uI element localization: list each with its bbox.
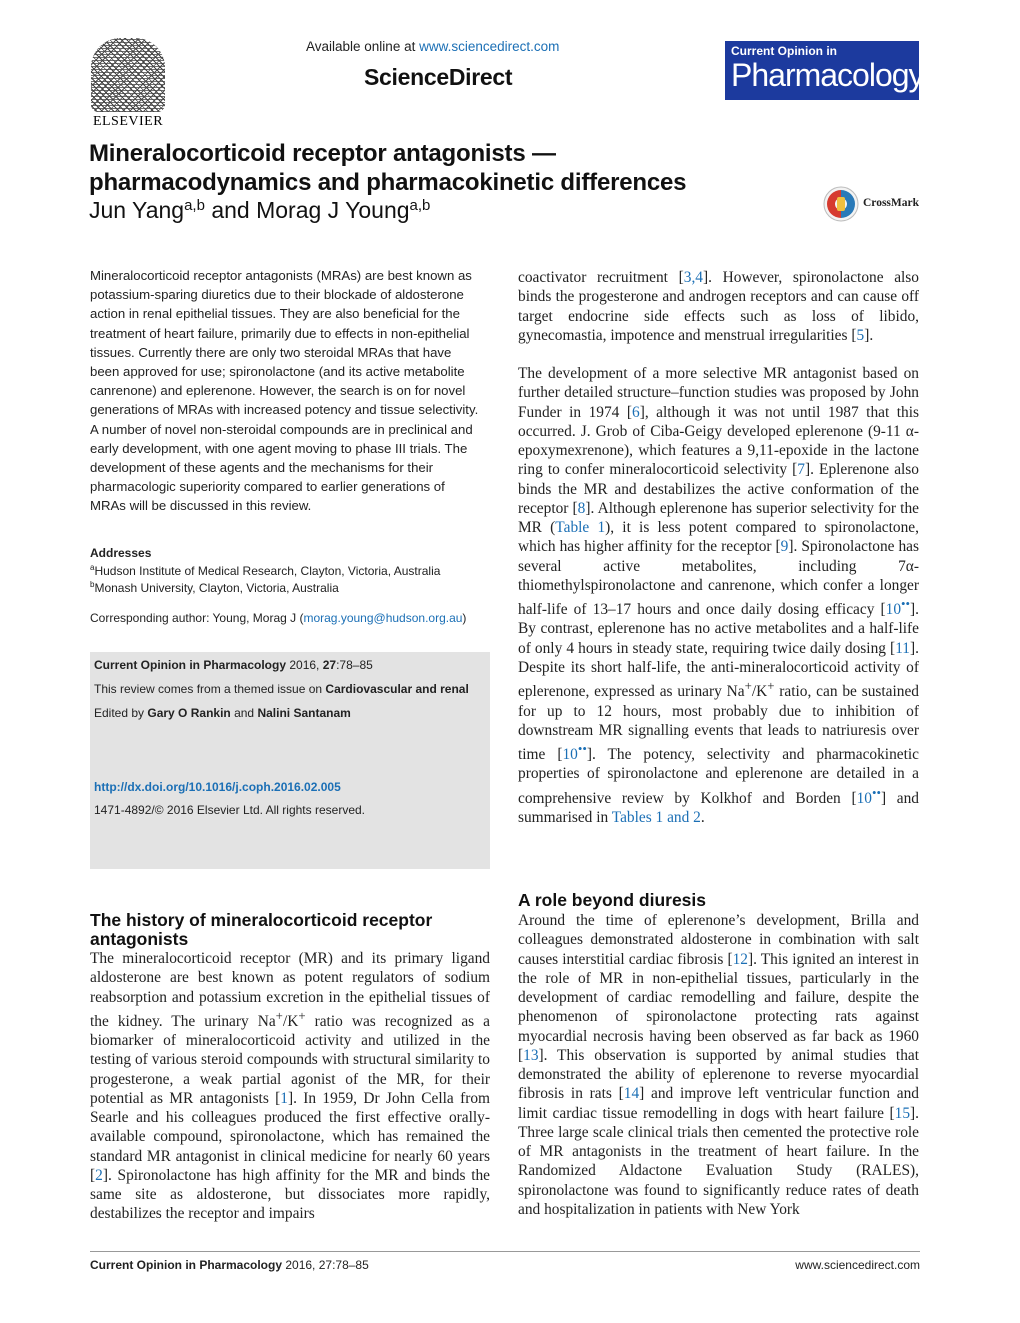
- sciencedirect-brand: ScienceDirect: [364, 64, 513, 90]
- body-text-right: [518, 268, 919, 846]
- addresses-heading: Addresses: [90, 546, 152, 560]
- elsevier-tree-icon: [91, 38, 165, 112]
- address-b: $^b$Monash University, Clayton, Victoria, Australia: [90, 580, 339, 595]
- author-name: Morag J Young: [256, 197, 410, 223]
- section-heading-role: A role beyond diuresis: [518, 890, 707, 910]
- publisher-name: ELSEVIER: [92, 114, 164, 129]
- themed-issue: This review comes from a themed issue on Cardiovascular and renal: [94, 682, 469, 696]
- crossmark-badge[interactable]: [823, 186, 923, 222]
- sciencedirect-link[interactable]: www.sciencedirect.com: [419, 39, 560, 54]
- body-text-left: The mineralocorticoid receptor (MR) and its primary ligand aldosterone are best known as potent regulators of sodium reabsorption and potassium excretion in the epithelial tissues of the kidney. The urinary Na+/K+ ratio was recognized as a biomarker of mineralocorticoid activity and utilized in the testing of various steroid compounds with structural similarity to progesterone, a weak partial agonist of the MR, for their potential as MR antagonists [1]. In 1959, Dr John Cella from Searle and his colleagues produced the first effective orally-available compound, spironolactone, which has remained the standard MR antagonist in clinical medicine for nearly 60 years [2]. Spironolactone has high affinity for the MR and binds the same site as aldosterone, but dissociates more rapidly, destabilizes the receptor and impairs: [90, 950, 490, 1223]
- editors: Edited by Gary O Rankin and Nalini Santanam: [94, 706, 351, 720]
- crossmark-label: CrossMark: [863, 197, 920, 209]
- crossmark-icon: [823, 186, 859, 222]
- paragraph: The development of a more selective MR antagonist based on further detailed structure–function studies was proposed by John Funder in 1974 [6], although it was not until 1987 that this occurred. J. Grob of Ciba-Geigy developed eplerenone (9-11 α-epoxymexrenone), which features a 9,11-epoxide in the lactone ring to confer mineralocorticoid selectivity [7]. Eplerenone also binds the MR and destabilizes the active conformation of the receptor [8]. Although eplerenone has superior selectivity for the MR (Table 1), it is less potent compared to spironolactone, which has higher affinity for the receptor [9]. Spironolactone has several active metabolites, including 7α-thiomethylspironolactone and canrenone, which confer a longer half-life of 13–17 hours and once daily dosing efficacy [10••]. By contrast, eplerenone has no active metabolites and a half-life of only 4 hours in steady state, requiring twice daily dosing [11]. Despite its short half-life, the anti-mineralocorticoid activity of eplerenone, expressed as urinary Na+/K+ ratio, can be sustained for up to 12 hours, most probably due to inhibition of downstream MR signalling events that leads to natriuresis over time [10••]. The potency, selectivity and pharmacokinetic properties of spironolactone and eplerenone are detailed in a comprehensive review by Kolkhof and Borden [10••] and summarised in Tables 1 and 2.: [518, 365, 919, 826]
- author-name: Jun Yang: [89, 197, 185, 223]
- journal-citation: Current Opinion in Pharmacology 2016, 27:78–85: [94, 658, 373, 672]
- copyright: 1471-4892/© 2016 Elsevier Ltd. All rights reserved.: [94, 803, 365, 817]
- corresponding-author: Corresponding author: Young, Morag J (morag.young@hudson.org.au): [90, 611, 467, 625]
- body-text-right-2: Around the time of eplerenone’s development, Brilla and colleagues demonstrated aldosterone in combination with salt causes interstitial cardiac fibrosis [12]. This ignited an interest in the role of MR in non-epithelial tissues, particularly in the development of cardiac remodelling and failure, despite the phenomenon of spironolactone protecting rats against myocardial necrosis having been observed as far back as 1960 [13]. This observation is supported by animal studies that demonstrated the ability of eplerenone to reverse myocardial fibrosis in rats [14] and improve left ventricular function and limit cardiac tissue remodelling in dogs with heart failure [15]. Three large scale clinical trials then cemented the protective role of MR antagonists in the treatment of heart failure. In the Randomized Aldactone Evaluation Study (RALES), spironolactone was found to significantly reduce rates of death and hospitalization in patients with New York: [518, 912, 919, 1218]
- journal-badge: [725, 41, 924, 100]
- article-title: Mineralocorticoid receptor antagonists — pharmacodynamics and pharmacokinetic differences: [89, 140, 687, 196]
- journal-badge-name: Pharmacology: [731, 57, 924, 93]
- author-list: Jun Yang$^{a,b}$ and Morag J Young$^{a,b}$: [89, 197, 431, 223]
- elsevier-logo: [88, 38, 168, 130]
- footer-divider: [90, 1251, 920, 1252]
- footer-citation: Current Opinion in Pharmacology 2016, 27:78–85: [90, 1258, 369, 1272]
- article-info-box: [90, 652, 490, 869]
- available-online: Available online at www.sciencedirect.com: [306, 39, 560, 54]
- section-heading-history: The history of mineralocorticoid receptor antagonists: [90, 910, 433, 949]
- author-affiliation: a,b: [184, 197, 205, 214]
- doi-link[interactable]: http://dx.doi.org/10.1016/j.coph.2016.02.005: [94, 780, 341, 794]
- address-a: $^a$Hudson Institute of Medical Research, Clayton, Victoria, Australia: [90, 563, 441, 578]
- footer-site: www.sciencedirect.com: [795, 1258, 920, 1272]
- journal-badge-top: Current Opinion in: [731, 44, 837, 58]
- abstract: Mineralocorticoid receptor antagonists (MRAs) are best known as potassium-sparing diuretics due to their blockade of aldosterone action in renal epithelial tissues. They are also beneficial for the treatment of heart failure, primarily due to effects in non-epithelial tissues. Currently there are only two steroidal MRAs that have been approved for use; spironolactone (and its active metabolite canrenone) and eplerenone. However, the search is on for novel generations of MRAs with increased potency and tissue selectivity. A number of novel non-steroidal compounds are in preclinical and early development, with one agent moving to phase III trials. The development of these agents and the mechanisms for their pharmacologic superiority compared to earlier generations of MRAs will be discussed in this review.: [90, 268, 479, 514]
- paragraph: coactivator recruitment [3,4]. However, spironolactone also binds the progesterone and androgen receptors and can cause off target endocrine side effects such as loss of libido, gynecomastia, impotence and menstrual irregularities [5].: [518, 269, 919, 344]
- author-affiliation: a,b: [409, 197, 431, 214]
- email-link[interactable]: morag.young@hudson.org.au: [303, 611, 463, 625]
